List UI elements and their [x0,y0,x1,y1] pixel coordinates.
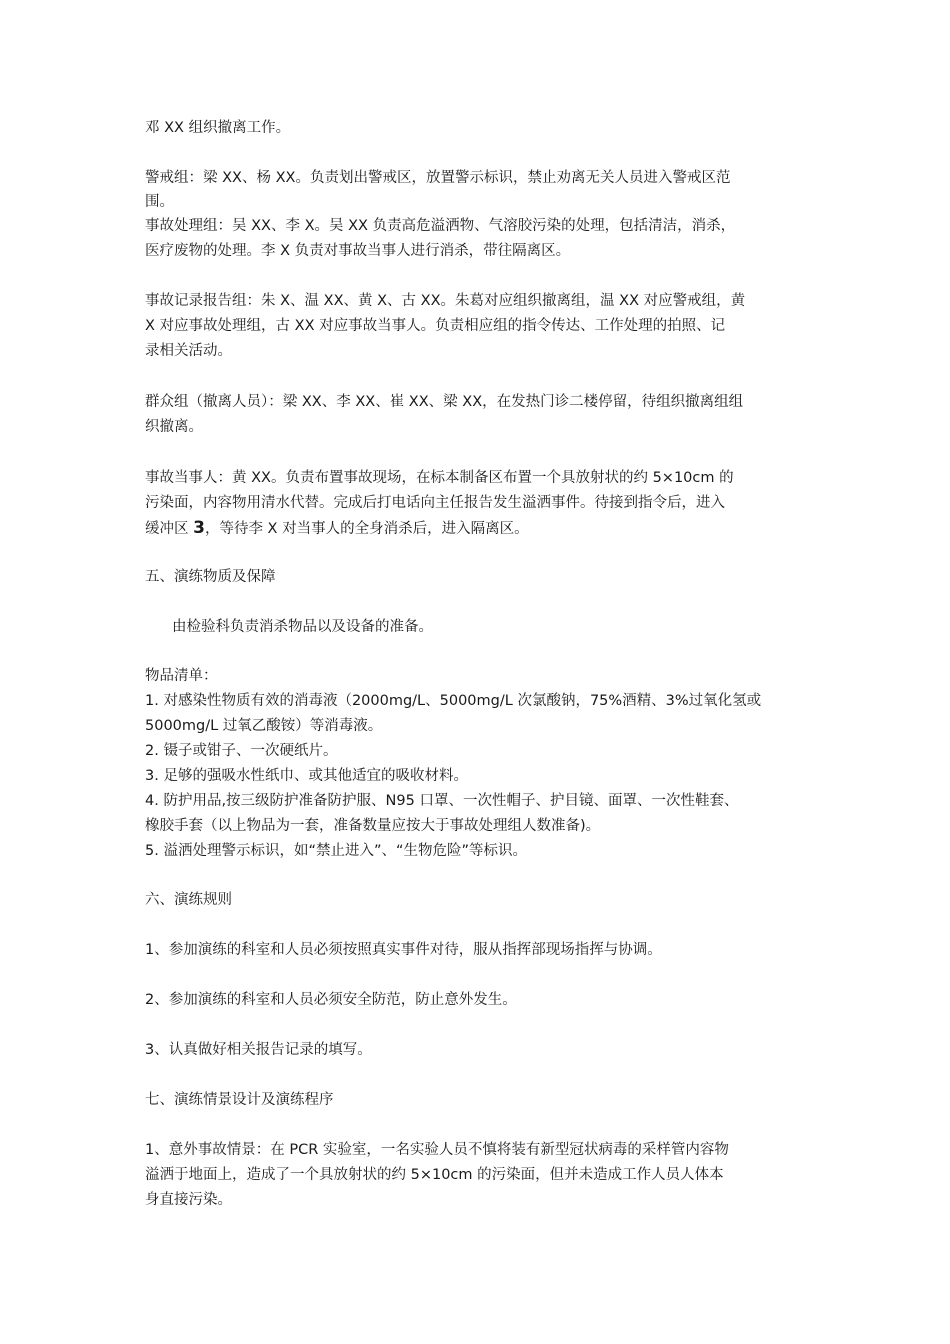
rule-3: 3、认真做好相关报告记录的填写。 [145,1042,372,1058]
handling-group-line-1: 事故处理组：吴 XX、李 X。吴 XX 负责高危溢洒物、气溶胶污染的处理，包括清洁，消杀， [145,218,736,234]
scenario-line-3: 身直接污染。 [145,1192,232,1208]
party-line-3 [145,516,815,541]
section-5-paragraph: 由检验科负责消杀物品以及设备的准备。 [172,619,433,635]
item-4-line-2: 橡胶手套（以上物品为一套，准备数量应按大于事故处理组人数准备)。 [145,818,601,834]
party-line-2: 污染面，内容物用清水代替。完成后打电话向主任报告发生溢洒事件。待接到指令后，进入 [145,495,725,511]
evacuation-end-text: 邓 XX 组织撤离工作。 [145,120,291,136]
record-group-line-1: 事故记录报告组：朱 X、温 XX、黄 X、古 XX。朱葛对应组织撤离组，温 XX 对应警戒组，黄 [145,293,746,309]
guard-group-line-2: 围。 [145,194,174,210]
item-4-line-1: 4. 防护用品,按三级防护准备防护服、N95 口罩、一次性帽子、护目镜、面罩、一次性鞋套、 [145,793,739,809]
rule-2: 2、参加演练的科室和人员必须安全防范，防止意外发生。 [145,992,517,1008]
item-1-line-1: 1. 对感染性物质有效的消毒液（2000mg/L、5000mg/L 次氯酸钠，75%酒精、3%过氧化氢或 [145,693,762,709]
items-title: 物品清单： [145,668,218,684]
section-5-heading: 五、演练物质及保障 [145,569,276,585]
party-line-1: 事故当事人：黄 XX。负责布置事故现场，在标本制备区布置一个具放射状的约 5×10cm 的 [145,470,734,486]
guard-group-line-1: 警戒组：梁 XX、杨 XX。负责划出警戒区，放置警示标识，禁止劝离无关人员进入警戒区范 [145,170,731,186]
scenario-line-2: 溢洒于地面上，造成了一个具放射状的约 5×10cm 的污染面，但并未造成工作人员人体本 [145,1167,724,1183]
crowd-group-line-1: 群众组（撤离人员）：梁 XX、李 XX、崔 XX、梁 XX，在发热门诊二楼停留，待组织撤离组组 [145,394,744,410]
item-2: 2. 镊子或钳子、一次硬纸片。 [145,743,338,759]
section-6-heading: 六、演练规则 [145,892,232,908]
crowd-group-line-2: 织撤离。 [145,419,203,435]
item-5: 5. 溢洒处理警示标识，如“禁止进入”、“生物危险”等标识。 [145,843,527,859]
rule-1: 1、参加演练的科室和人员必须按照真实事件对待，服从指挥部现场指挥与协调。 [145,942,662,958]
section-7-heading: 七、演练情景设计及演练程序 [145,1092,334,1108]
party-line-3-c: ，等待李 X 对当事人的全身消杀后，进入隔离区。 [204,521,529,537]
handling-group-line-2: 医疗废物的处理。李 X 负责对事故当事人进行消杀，带往隔离区。 [145,243,571,259]
record-group-line-2: X 对应事故处理组，古 XX 对应事故当事人。负责相应组的指令传达、工作处理的拍照、记 [145,318,726,334]
item-3: 3. 足够的强吸水性纸巾、或其他适宜的吸收材料。 [145,768,468,784]
party-line-3-a: 缓冲区 [145,521,194,537]
buffer-zone-number: 3 [193,518,205,538]
scenario-line-1: 1、意外事故情景：在 PCR 实验室，一名实验人员不慎将装有新型冠状病毒的采样管内容物 [145,1142,729,1158]
item-1-line-2: 5000mg/L 过氧乙酸铵）等消毒液。 [145,718,383,734]
record-group-line-3: 录相关活动。 [145,343,232,359]
